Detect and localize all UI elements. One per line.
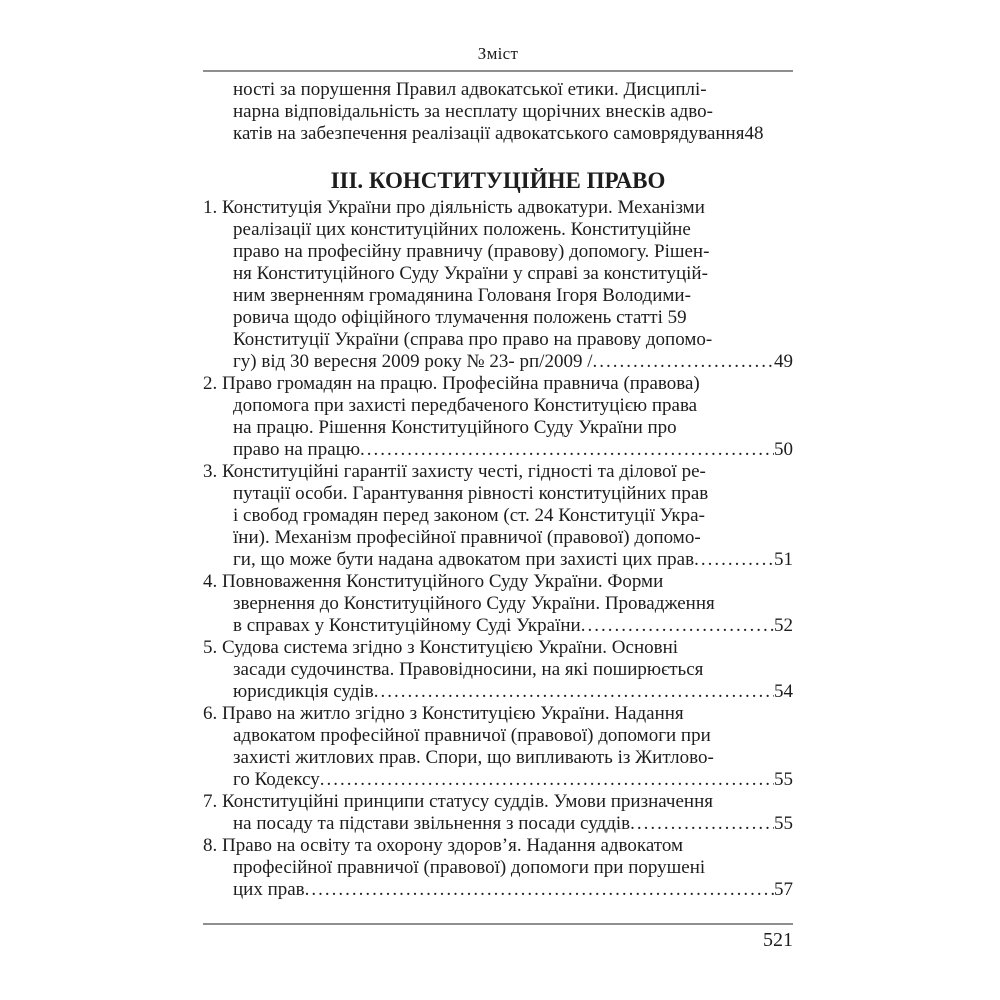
- toc-line: їни). Механізм професійної правничої (правової) допомо-: [233, 527, 701, 548]
- toc-line: професійної правничої (правової) допомоги при порушені: [233, 857, 706, 878]
- toc-line: 8. Право на освіту та охорону здоров’я. Надання адвокатом: [203, 835, 683, 856]
- toc-line: ності за порушення Правил адвокатської етики. Дисциплі-: [233, 79, 707, 100]
- toc-entry-text: го Кодексу: [233, 769, 320, 790]
- toc-entry-text: гу) від 30 вересня 2009 року № 23- рп/2009 /: [233, 351, 593, 372]
- toc-line-with-page: [203, 123, 793, 145]
- toc-entry-text: юрисдикція судів: [233, 681, 374, 702]
- toc-line: допомога при захисті передбаченого Конституцією права: [233, 395, 698, 416]
- toc-entry: [203, 373, 793, 461]
- toc-line: 2. Право громадян на працю. Професійна правнича (правова): [203, 373, 700, 394]
- page-ref: 48: [744, 123, 764, 144]
- toc-line: на працю. Рішення Конституційного Суду України про: [233, 417, 677, 438]
- toc-line: нарна відповідальність за несплату щорічних внесків адво-: [233, 101, 713, 122]
- footer-rule: [203, 923, 793, 925]
- toc-entry-text: на посаду та підстави звільнення з посади суддів: [233, 813, 631, 834]
- section-title: ІІІ. КОНСТИТУЦІЙНЕ ПРАВО: [330, 168, 666, 193]
- dot-leader: [592, 351, 774, 373]
- toc-line: 4. Повноваження Конституційного Суду України. Форми: [203, 571, 664, 592]
- page-ref: 52: [774, 615, 793, 636]
- toc-line: 5. Судова система згідно з Конституцією України. Основні: [203, 637, 679, 658]
- toc-line-with-page: [203, 439, 793, 461]
- toc-entries: [203, 197, 793, 901]
- header-rule: [203, 70, 793, 72]
- toc-line: ним зверненням громадянина Голованя Ігоря Володими-: [233, 285, 691, 306]
- toc-entry-text: в справах у Конституційному Суді України: [233, 615, 581, 636]
- dot-leader: [694, 549, 774, 571]
- toc-entry: [203, 197, 793, 373]
- dot-leader: [630, 813, 774, 835]
- toc-entry: [203, 791, 793, 835]
- toc-entry-text: право на працю: [233, 439, 361, 460]
- toc-line: путації особи. Гарантування рівності конституційних прав: [233, 483, 709, 504]
- toc-entry-text: катів на забезпечення реалізації адвокатського самоврядування: [233, 123, 745, 144]
- page-ref: 51: [774, 549, 793, 570]
- toc-entry-text: цих прав: [233, 879, 305, 900]
- toc-line: право на професійну правничу (правову) допомогу. Рішен-: [233, 241, 710, 262]
- toc-line: захисті житлових прав. Спори, що випливають із Житлово-: [233, 747, 714, 768]
- page-ref: 55: [774, 769, 793, 790]
- toc-line: 7. Конституційні принципи статусу суддів. Умови призначення: [203, 791, 713, 812]
- toc-line: засади судочинства. Правовідносини, на які поширюється: [233, 659, 704, 680]
- dot-leader: [305, 879, 774, 901]
- toc-line-with-page: [203, 879, 793, 901]
- toc-entry-text: ги, що може бути надана адвокатом при захисті цих прав: [233, 549, 695, 570]
- toc-line-with-page: [203, 813, 793, 835]
- toc-line-with-page: [203, 681, 793, 703]
- toc-line-with-page: [203, 549, 793, 571]
- toc-entry: [203, 461, 793, 571]
- toc-line-with-page: [203, 769, 793, 791]
- toc-line: ровича щодо офіційного тлумачення положень статті 59: [233, 307, 687, 328]
- carryover-entry: [203, 79, 793, 145]
- toc-line: реалізації цих конституційних положень. Конституційне: [233, 219, 691, 240]
- running-header: Зміст: [477, 44, 519, 63]
- toc-line: ня Конституційного Суду України у справі за конституцій-: [233, 263, 708, 284]
- toc-line: звернення до Конституційного Суду України. Провадження: [233, 593, 715, 614]
- dot-leader: [360, 439, 774, 461]
- page-ref: 54: [774, 681, 793, 702]
- toc-entry: [203, 637, 793, 703]
- toc-line: 3. Конституційні гарантії захисту честі, гідності та ділової ре-: [203, 461, 706, 482]
- toc-line: Конституції України (справа про право на правову допомо-: [233, 329, 713, 350]
- toc-entry: [203, 835, 793, 901]
- page-content: [203, 0, 793, 1000]
- folio-page-number: 521: [763, 929, 793, 951]
- toc-line: 6. Право на житло згідно з Конституцією України. Надання: [203, 703, 684, 724]
- toc-entry: [203, 571, 793, 637]
- toc-line: 1. Конституція України про діяльність адвокатури. Механізми: [203, 197, 705, 218]
- dot-leader: [581, 615, 774, 637]
- dot-leader: [320, 769, 774, 791]
- page-ref: 49: [774, 351, 793, 372]
- page-ref: 50: [774, 439, 793, 460]
- dot-leader: [374, 681, 774, 703]
- toc-line-with-page: [203, 615, 793, 637]
- toc-line: і свобод громадян перед законом (ст. 24 Конституції Укра-: [233, 505, 705, 526]
- toc-entry: [203, 703, 793, 791]
- toc-line-with-page: [203, 351, 793, 373]
- toc-line: адвокатом професійної правничої (правової) допомоги при: [233, 725, 711, 746]
- page-ref: 55: [774, 813, 793, 834]
- page-ref: 57: [774, 879, 793, 900]
